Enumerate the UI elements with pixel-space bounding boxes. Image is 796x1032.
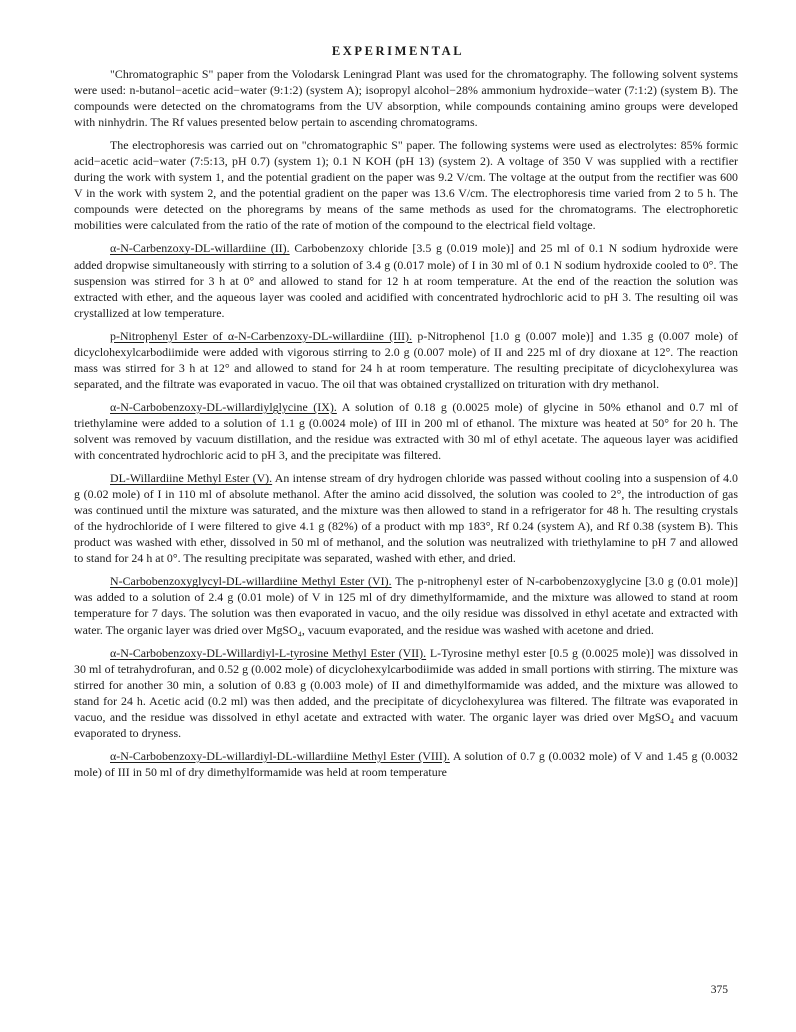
paragraph-compound-vi <box>74 573 738 637</box>
page-number: 375 <box>710 984 728 996</box>
paragraph-compound-ii <box>74 240 738 320</box>
paragraph-title: α-N-Carbobenzoxy-DL-willardiylglycine (IX). <box>110 399 337 414</box>
paragraph-compound-viii <box>74 748 738 780</box>
paragraph-title: α-N-Carbobenzoxy-DL-Willardiyl-L-tyrosine Methyl Ester (VII). <box>110 645 427 660</box>
paragraph-text: L-Tyrosine methyl ester [0.5 g (0.0025 mole)] was dissolved in 30 ml of tetrahydrofuran, and 0.52 g (0.002 mole) of dicyclohexylcarbodiimide was added in small portions with stirring. The mixture was stirred for another 30 min, a solution of 0.83 g (0.003 mole) of II and dimethylformamide was added, and the mixture was allowed to stand for 24 h. Acetic acid (0.2 ml) was then added, and the precipitate of dicyclohexylurea was filtered. The filtrate was evaporated in vacuo, and the residue was dissolved in ethyl acetate and extracted with water. The organic layer was dried over MgSO₄ and vacuum evaporated to dryness. <box>74 645 738 740</box>
paragraph-text: Carbobenzoxy chloride [3.5 g (0.019 mole)] and 25 ml of 0.1 N sodium hydroxide were added dropwise simultaneously with stirring to a solution of 3.4 g (0.017 mole) of I in 30 ml of 0.1 N sodium hydroxide cooled to 0°. The suspension was stirred for 3 h at 0° and allowed to stand for 12 h at room temperature. At the end of the reaction the solution was extracted with ether, and the aqueous layer was cooled and acidified with concentrated hydrochloric acid to pH 3. The resulting oil was crystallized at low temperature. <box>74 241 738 320</box>
paragraph-title: N-Carbobenzoxyglycyl-DL-willardiine Methyl Ester (VI). <box>110 574 392 589</box>
paragraph-compound-v <box>74 470 738 566</box>
paragraph-compound-ix <box>74 399 738 463</box>
paragraph-title: α-N-Carbenzoxy-DL-willardiine (II). <box>110 241 290 256</box>
paragraph-intro-chromatography <box>74 66 738 130</box>
paragraph-text: "Chromatographic S" paper from the Volodarsk Leningrad Plant was used for the chromatography. The following solvent systems were used: n-butanol−acetic acid−water (9:1:2) (system A); isopropyl alcohol−28% ammonium hydroxide−water (7:1:2) (system B). The compounds were detected on the chromatograms from the UV absorption, while compounds containing amino groups were developed with ninhydrin. The Rf values presented below pertain to ascending chromatograms. <box>74 67 738 130</box>
paragraph-title: p-Nitrophenyl Ester of α-N-Carbenzoxy-DL-willardiine (III). <box>110 328 413 343</box>
paragraph-title: DL-Willardiine Methyl Ester (V). <box>110 471 273 486</box>
paragraph-electrophoresis <box>74 137 738 233</box>
body-text <box>74 66 738 787</box>
paragraph-text: p-Nitrophenol [1.0 g (0.007 mole)] and 1.35 g (0.007 mole) of dicyclohexylcarbodiimide were added with vigorous stirring to 2.0 g (0.007 mole) of II and 225 ml of dry dioxane at 12°. The reaction mass was stirred for 3 h at 12° and allowed to stand for 24 h at room temperature. The resulting precipitate of dicyclohexylurea was separated, and the filtrate was evaporated in vacuo. The oil that was obtained crystallized on trituration with dry methanol. <box>74 328 738 391</box>
paragraph-text: An intense stream of dry hydrogen chloride was passed without cooling into a suspension of 4.0 g (0.02 mole) of I in 110 ml of absolute methanol. After the amino acid dissolved, the solution was cooled to 2°, the introduction of gas was continued until the mixture was saturated, and the mixture was then allowed to stand in a refrigerator for 48 h. The resulting crystals of the hydrochloride of I were filtered to give 4.1 g (82%) of a product with mp 183°, Rf 0.24 (system A), and Rf 0.38 (system B). This product was washed with ether, dissolved in 50 ml of methanol, and the solution was neutralized with triethylamine to pH 7 and allowed to stand for 24 h at 0°. The resulting precipitate was separated, washed with ether, and dried. <box>74 471 738 566</box>
paragraph-compound-iii <box>74 328 738 392</box>
section-heading: EXPERIMENTAL <box>331 44 465 58</box>
paragraph-text: A solution of 0.18 g (0.0025 mole) of glycine in 50% ethanol and 0.7 ml of triethylamine were added to a solution of 1.1 g (0.0024 mole) of III in 200 ml of ethanol. The mixture was heated at 50° for 20 h. The solvent was removed by vacuum distillation, and the residue was extracted with 30 ml of ethyl acetate. The aqueous layer was acidified with concentrated hydrochloric acid to pH 3, and the precipitate was filtered. <box>74 399 738 463</box>
paragraph-text: The electrophoresis was carried out on "chromatographic S" paper. The following systems were used as electrolytes: 85% formic acid−acetic acid−water (7:5:13, pH 0.7) (system 1); 0.1 N KOH (pH 13) (system 2). A voltage of 350 V was supplied with a rectifier during the work with system 1, and the potential gradient on the paper was 9.2 V/cm. The voltage at the output from the rectifier was 600 V in the work with system 2, and the potential gradient on the paper was 13.6 V/cm. The electrophoresis time varied from 2 to 5 h. The compounds were detected on the phoregrams by means of the same methods as used for the chromatograms. The electrophoretic mobilities were calculated from the ratio of the rate of motion of the compound to the electrical field voltage. <box>74 138 738 233</box>
paragraph-text: A solution of 0.7 g (0.0032 mole) of V and 1.45 g (0.0032 mole) of III in 50 ml of dry dimethylformamide was held at room temperature <box>74 748 738 779</box>
paragraph-compound-vii <box>74 645 738 741</box>
paragraph-title: α-N-Carbobenzoxy-DL-willardiyl-DL-willardiine Methyl Ester (VIII). <box>110 748 450 763</box>
paragraph-text: The p-nitrophenyl ester of N-carbobenzoxyglycine [3.0 g (0.01 mole)] was added to a solution of 2.4 g (0.01 mole) of V in 125 ml of dry dimethylformamide, and the mixture was allowed to stand at room temperature for 7 days. The solution was then evaporated in vacuo, and the oily residue was dissolved in ethyl acetate and extracted with water. The organic layer was dried over MgSO₄, vacuum evaporated, and the residue was washed with acetone and dried. <box>74 574 738 637</box>
